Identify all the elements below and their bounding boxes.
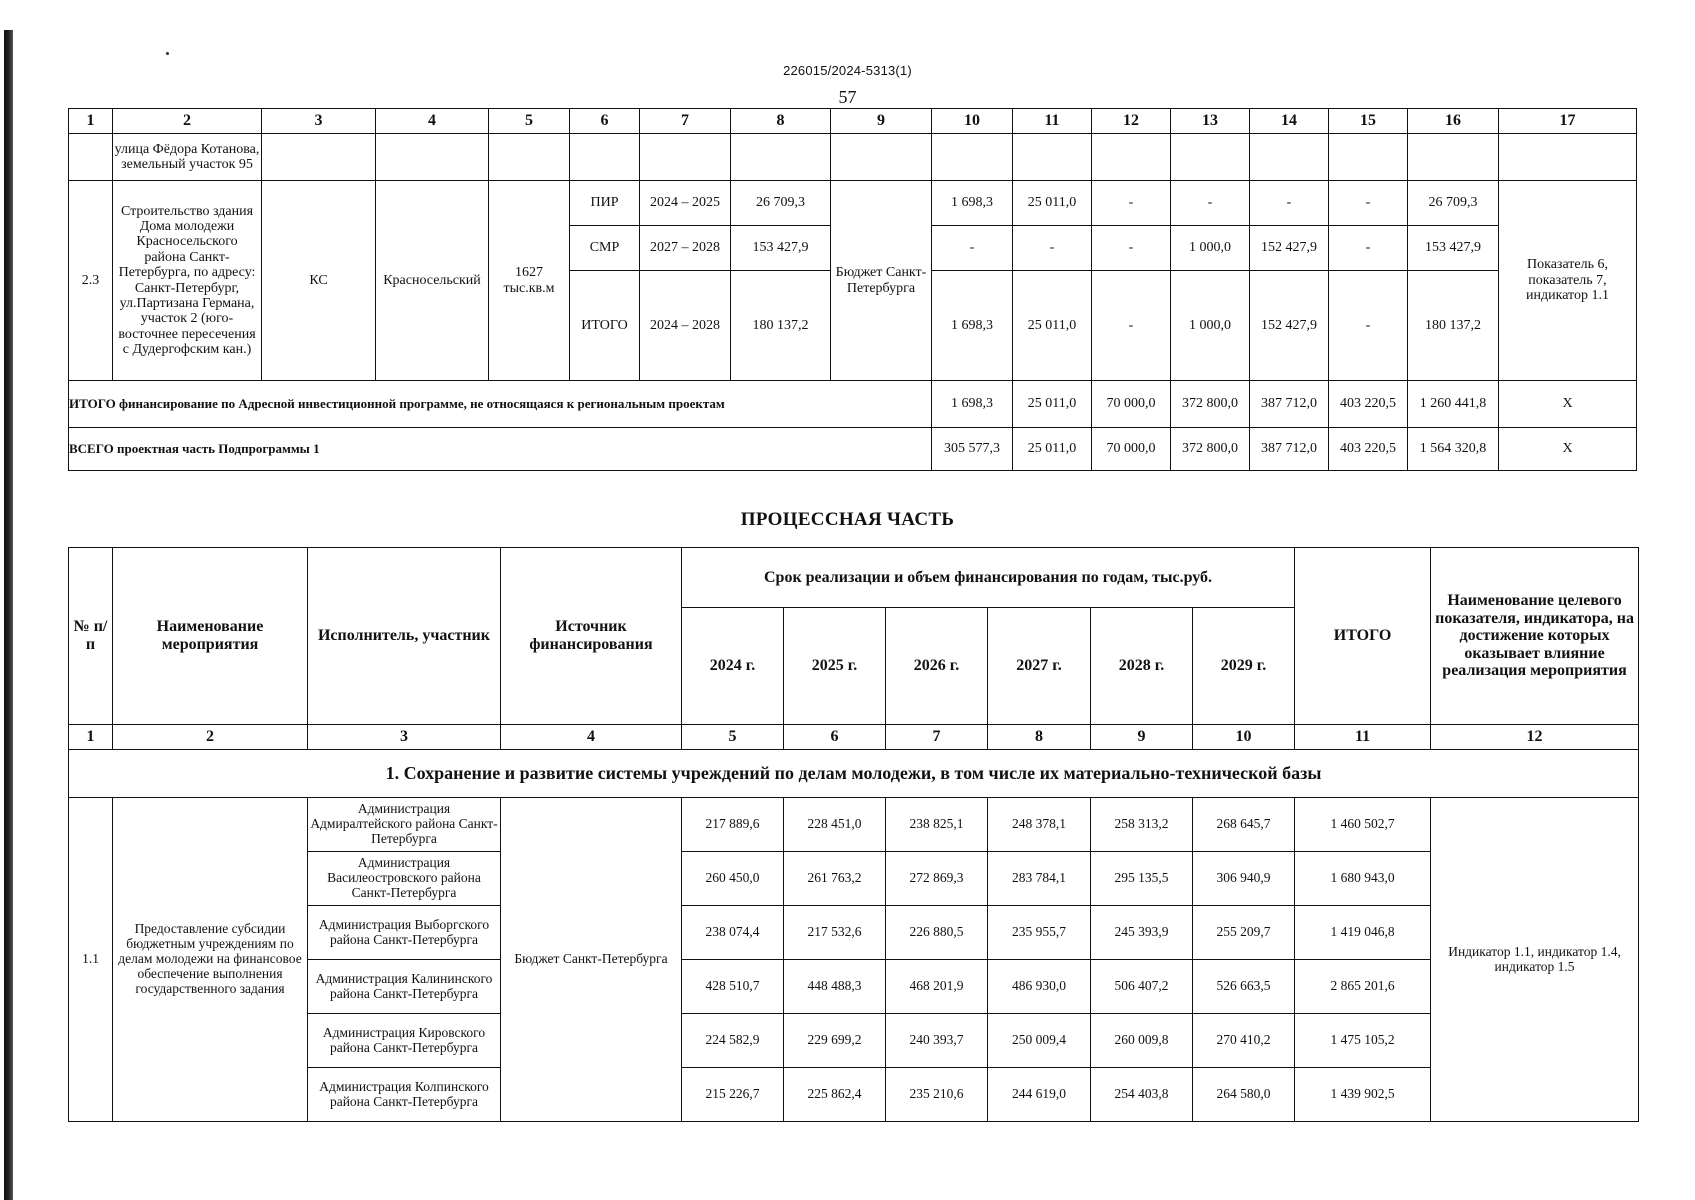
year-value: 226 880,5 — [886, 906, 988, 960]
column-number: 15 — [1329, 109, 1408, 134]
total-value: 1 698,3 — [932, 381, 1013, 428]
year-value: 25 011,0 — [1013, 271, 1092, 381]
total-mark: Х — [1499, 381, 1637, 428]
total-value: 372 800,0 — [1171, 428, 1250, 471]
total-value: 372 800,0 — [1171, 381, 1250, 428]
column-number: 4 — [376, 109, 489, 134]
row-total: 1 680 943,0 — [1295, 852, 1431, 906]
executor: Администрация Адмиралтейского района Санкт-Петербурга — [308, 798, 501, 852]
scan-edge — [4, 30, 13, 1200]
table-row — [69, 381, 1637, 428]
total-value: 25 011,0 — [1013, 428, 1092, 471]
executor: Администрация Колпинского района Санкт-Петербурга — [308, 1068, 501, 1122]
year-value: - — [1329, 226, 1408, 271]
header-executor: Исполнитель, участник — [308, 548, 501, 725]
year-value: 264 580,0 — [1193, 1068, 1295, 1122]
table-row — [69, 109, 1637, 134]
year-value: 255 209,7 — [1193, 906, 1295, 960]
stage-cost: 26 709,3 — [731, 181, 831, 226]
column-number: 12 — [1092, 109, 1171, 134]
column-number: 5 — [682, 725, 784, 750]
column-number: 7 — [640, 109, 731, 134]
year-value: 229 699,2 — [784, 1014, 886, 1068]
year-value: 270 410,2 — [1193, 1014, 1295, 1068]
column-number: 9 — [831, 109, 932, 134]
row-total: 1 460 502,7 — [1295, 798, 1431, 852]
year-value: 152 427,9 — [1250, 226, 1329, 271]
row-total: 1 439 902,5 — [1295, 1068, 1431, 1122]
stage-type: ПИР — [570, 181, 640, 226]
indicator: Показатель 6, показатель 7, индикатор 1.1 — [1499, 181, 1637, 381]
year-value: 217 889,6 — [682, 798, 784, 852]
object-name-continued: улица Фёдора Котанова, земельный участок 95 — [113, 134, 262, 181]
column-number: 6 — [570, 109, 640, 134]
column-number: 4 — [501, 725, 682, 750]
column-number: 16 — [1408, 109, 1499, 134]
column-number: 6 — [784, 725, 886, 750]
column-number: 11 — [1295, 725, 1431, 750]
total-value: 387 712,0 — [1250, 428, 1329, 471]
header-total: ИТОГО — [1295, 548, 1431, 725]
empty-cell — [570, 134, 640, 181]
header-year: 2029 г. — [1193, 608, 1295, 725]
row-total: 1 419 046,8 — [1295, 906, 1431, 960]
funding-source: Бюджет Санкт-Петербурга — [831, 181, 932, 381]
year-value: 217 532,6 — [784, 906, 886, 960]
table-row — [69, 134, 1637, 181]
column-number: 7 — [886, 725, 988, 750]
year-value: 448 488,3 — [784, 960, 886, 1014]
empty-cell — [262, 134, 376, 181]
column-number: 11 — [1013, 109, 1092, 134]
year-value: 295 135,5 — [1091, 852, 1193, 906]
header-year: 2026 г. — [886, 608, 988, 725]
year-value: 240 393,7 — [886, 1014, 988, 1068]
year-value: 238 074,4 — [682, 906, 784, 960]
year-value: 1 698,3 — [932, 181, 1013, 226]
year-value: 244 619,0 — [988, 1068, 1091, 1122]
year-value: 152 427,9 — [1250, 271, 1329, 381]
table-row — [69, 725, 1639, 750]
year-value: 250 009,4 — [988, 1014, 1091, 1068]
year-value: - — [1092, 226, 1171, 271]
object-type: КС — [262, 181, 376, 381]
row-number: 2.3 — [69, 181, 113, 381]
row-total: 1 475 105,2 — [1295, 1014, 1431, 1068]
column-number: 12 — [1431, 725, 1639, 750]
total-mark: Х — [1499, 428, 1637, 471]
year-value: 428 510,7 — [682, 960, 784, 1014]
empty-cell — [69, 134, 113, 181]
item-name: Предоставление субсидии бюджетным учреждениям по делам молодежи на финансовое обеспечение выполнения государственного задания — [113, 798, 308, 1122]
year-value: 254 403,8 — [1091, 1068, 1193, 1122]
total-value: 403 220,5 — [1329, 428, 1408, 471]
year-value: 486 930,0 — [988, 960, 1091, 1014]
year-value: 258 313,2 — [1091, 798, 1193, 852]
year-value: 468 201,9 — [886, 960, 988, 1014]
year-value: 260 450,0 — [682, 852, 784, 906]
funding-source: Бюджет Санкт-Петербурга — [501, 798, 682, 1122]
total-label: ВСЕГО проектная часть Подпрограммы 1 — [69, 428, 932, 471]
scan-speck — [166, 52, 169, 55]
year-value: 245 393,9 — [1091, 906, 1193, 960]
header-indicator: Наименование целевого показателя, индикатора, на достижение которых оказывает влияние реализация мероприятия — [1431, 548, 1639, 725]
indicator: Индикатор 1.1, индикатор 1.4, индикатор 1.5 — [1431, 798, 1639, 1122]
capacity: 1627 тыс.кв.м — [489, 181, 570, 381]
stage-period: 2024 – 2025 — [640, 181, 731, 226]
column-number: 17 — [1499, 109, 1637, 134]
stage-sum: 153 427,9 — [1408, 226, 1499, 271]
empty-cell — [831, 134, 932, 181]
year-value: 526 663,5 — [1193, 960, 1295, 1014]
empty-cell — [1499, 134, 1637, 181]
page-number: 57 — [838, 87, 857, 107]
header-year: 2028 г. — [1091, 608, 1193, 725]
executor: Администрация Кировского района Санкт-Петербурга — [308, 1014, 501, 1068]
item-number: 1.1 — [69, 798, 113, 1122]
empty-cell — [489, 134, 570, 181]
document-number: 226015/2024-5313(1) — [783, 63, 912, 78]
header-period-group: Срок реализации и объем финансирования по годам, тыс.руб. — [682, 548, 1295, 608]
column-number: 10 — [932, 109, 1013, 134]
year-value: 238 825,1 — [886, 798, 988, 852]
total-sum: 1 260 441,8 — [1408, 381, 1499, 428]
empty-cell — [1250, 134, 1329, 181]
empty-cell — [1408, 134, 1499, 181]
year-value: 235 955,7 — [988, 906, 1091, 960]
section-title: ПРОЦЕССНАЯ ЧАСТЬ — [740, 509, 955, 530]
column-number: 5 — [489, 109, 570, 134]
column-number: 1 — [69, 109, 113, 134]
year-value: 224 582,9 — [682, 1014, 784, 1068]
year-value: - — [1092, 181, 1171, 226]
year-value: 215 226,7 — [682, 1068, 784, 1122]
total-sum: 1 564 320,8 — [1408, 428, 1499, 471]
stage-sum: 180 137,2 — [1408, 271, 1499, 381]
column-number: 1 — [69, 725, 113, 750]
column-number: 9 — [1091, 725, 1193, 750]
year-value: 261 763,2 — [784, 852, 886, 906]
empty-cell — [1092, 134, 1171, 181]
header-name: Наименование мероприятия — [113, 548, 308, 725]
stage-period: 2024 – 2028 — [640, 271, 731, 381]
stage-type: ИТОГО — [570, 271, 640, 381]
table-row — [69, 798, 1639, 852]
year-value: 268 645,7 — [1193, 798, 1295, 852]
empty-cell — [376, 134, 489, 181]
year-value: 248 378,1 — [988, 798, 1091, 852]
investment-program-table — [68, 108, 1637, 471]
empty-cell — [1171, 134, 1250, 181]
total-value: 70 000,0 — [1092, 381, 1171, 428]
object-name: Строительство здания Дома молодежи Красносельского района Санкт-Петербурга, по адресу: Санкт-Петербург, ул.Партизана Германа, участок 2 (юго-восточнее пересечения с Дудергофским кан.) — [113, 181, 262, 381]
year-value: 260 009,8 — [1091, 1014, 1193, 1068]
row-total: 2 865 201,6 — [1295, 960, 1431, 1014]
year-value: - — [1250, 181, 1329, 226]
column-number: 3 — [262, 109, 376, 134]
column-number: 8 — [988, 725, 1091, 750]
stage-sum: 26 709,3 — [1408, 181, 1499, 226]
district: Красносельский — [376, 181, 489, 381]
total-value: 387 712,0 — [1250, 381, 1329, 428]
year-value: - — [1171, 181, 1250, 226]
stage-cost: 180 137,2 — [731, 271, 831, 381]
empty-cell — [1329, 134, 1408, 181]
header-year: 2024 г. — [682, 608, 784, 725]
year-value: 25 011,0 — [1013, 181, 1092, 226]
executor: Администрация Калининского района Санкт-Петербурга — [308, 960, 501, 1014]
column-number: 2 — [113, 725, 308, 750]
column-number: 3 — [308, 725, 501, 750]
year-value: 1 698,3 — [932, 271, 1013, 381]
year-value: 228 451,0 — [784, 798, 886, 852]
header-num: № п/п — [69, 548, 113, 725]
table-row — [69, 750, 1639, 798]
table-row — [69, 428, 1637, 471]
column-number: 8 — [731, 109, 831, 134]
stage-period: 2027 – 2028 — [640, 226, 731, 271]
header-year: 2027 г. — [988, 608, 1091, 725]
stage-type: СМР — [570, 226, 640, 271]
empty-cell — [932, 134, 1013, 181]
year-value: 1 000,0 — [1171, 226, 1250, 271]
year-value: 1 000,0 — [1171, 271, 1250, 381]
total-value: 25 011,0 — [1013, 381, 1092, 428]
empty-cell — [1013, 134, 1092, 181]
year-value: 506 407,2 — [1091, 960, 1193, 1014]
year-value: - — [1013, 226, 1092, 271]
column-number: 2 — [113, 109, 262, 134]
process-part-table — [68, 547, 1639, 1122]
column-number: 14 — [1250, 109, 1329, 134]
total-label: ИТОГО финансирование по Адресной инвестиционной программе, не относящаяся к региональным проектам — [69, 381, 932, 428]
total-value: 305 577,3 — [932, 428, 1013, 471]
column-number: 13 — [1171, 109, 1250, 134]
year-value: 225 862,4 — [784, 1068, 886, 1122]
year-value: 272 869,3 — [886, 852, 988, 906]
year-value: - — [932, 226, 1013, 271]
column-number: 10 — [1193, 725, 1295, 750]
executor: Администрация Выборгского района Санкт-Петербурга — [308, 906, 501, 960]
total-value: 70 000,0 — [1092, 428, 1171, 471]
year-value: - — [1092, 271, 1171, 381]
stage-cost: 153 427,9 — [731, 226, 831, 271]
empty-cell — [640, 134, 731, 181]
year-value: 306 940,9 — [1193, 852, 1295, 906]
year-value: - — [1329, 271, 1408, 381]
total-value: 403 220,5 — [1329, 381, 1408, 428]
group-title: 1. Сохранение и развитие системы учреждений по делам молодежи, в том числе их материально-технической базы — [69, 750, 1639, 798]
table-row — [69, 181, 1637, 226]
empty-cell — [731, 134, 831, 181]
year-value: - — [1329, 181, 1408, 226]
header-source: Источник финансирования — [501, 548, 682, 725]
year-value: 235 210,6 — [886, 1068, 988, 1122]
executor: Администрация Василеостровского района Санкт-Петербурга — [308, 852, 501, 906]
header-year: 2025 г. — [784, 608, 886, 725]
year-value: 283 784,1 — [988, 852, 1091, 906]
